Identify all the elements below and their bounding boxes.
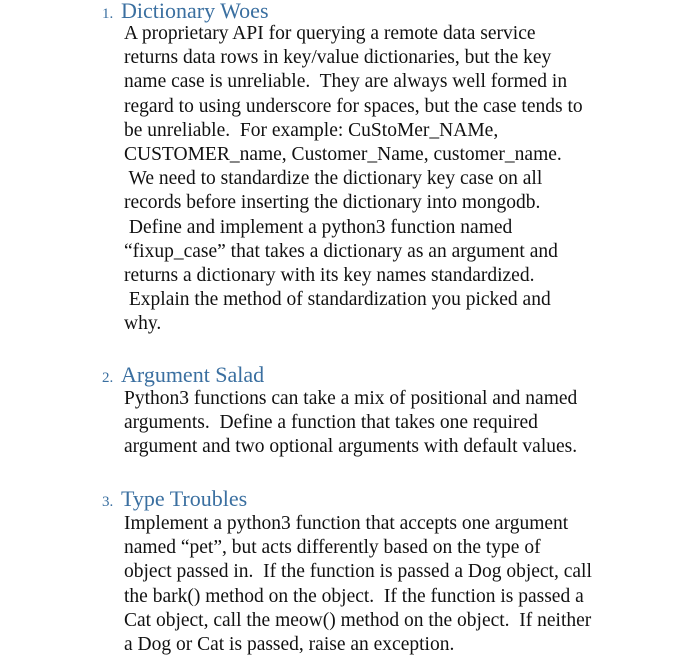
section-title: Type Troubles bbox=[121, 486, 248, 511]
body-line: returns data rows in key/value dictionaries, but the key bbox=[124, 47, 552, 69]
body-line: object passed in. If the function is passed a Dog object, call bbox=[124, 561, 592, 583]
body-line: “fixup_case” that takes a dictionary as an argument and bbox=[124, 240, 558, 262]
body-line: why. bbox=[124, 313, 162, 335]
body-line: We need to standardize the dictionary key case on all bbox=[124, 168, 543, 190]
body-line: regard to using underscore for spaces, but the case tends to bbox=[124, 95, 583, 117]
section-title: Dictionary Woes bbox=[121, 0, 269, 23]
body-line: Python3 functions can take a mix of positional and named bbox=[124, 388, 578, 409]
body-line: records before inserting the dictionary into mongodb. bbox=[124, 192, 541, 214]
body-line: Implement a python3 function that accepts one argument bbox=[124, 513, 569, 534]
section-body bbox=[124, 387, 644, 460]
body-line: Explain the method of standardization you picked and bbox=[124, 289, 551, 311]
section-body bbox=[124, 512, 644, 657]
body-line: A proprietary API for querying a remote data service bbox=[124, 23, 536, 44]
body-line: argument and two optional arguments with default values. bbox=[124, 436, 578, 458]
section-number: 2. bbox=[102, 370, 114, 386]
section-number: 3. bbox=[102, 494, 114, 510]
body-line: a Dog or Cat is passed, raise an exception. bbox=[124, 633, 455, 655]
section-body bbox=[124, 22, 644, 336]
body-line: Cat object, call the meow() method on the object. If neither bbox=[124, 609, 592, 631]
body-line: returns a dictionary with its key names standardized. bbox=[124, 264, 535, 286]
body-line: named “pet”, but acts differently based on the type of bbox=[124, 537, 541, 559]
body-line: name case is unreliable. They are always well formed in bbox=[124, 71, 568, 93]
section-title: Argument Salad bbox=[121, 362, 265, 387]
body-line: CUSTOMER_name, Customer_Name, customer_name. bbox=[124, 143, 562, 165]
body-line: Define and implement a python3 function named bbox=[124, 216, 513, 238]
body-line: the bark() method on the object. If the function is passed a bbox=[124, 585, 584, 607]
section-number: 1. bbox=[102, 6, 114, 22]
body-line: be unreliable. For example: CuStoMer_NAMe, bbox=[124, 119, 499, 141]
section-heading bbox=[102, 487, 247, 514]
section-heading bbox=[102, 363, 264, 390]
body-line: arguments. Define a function that takes one required bbox=[124, 412, 538, 434]
